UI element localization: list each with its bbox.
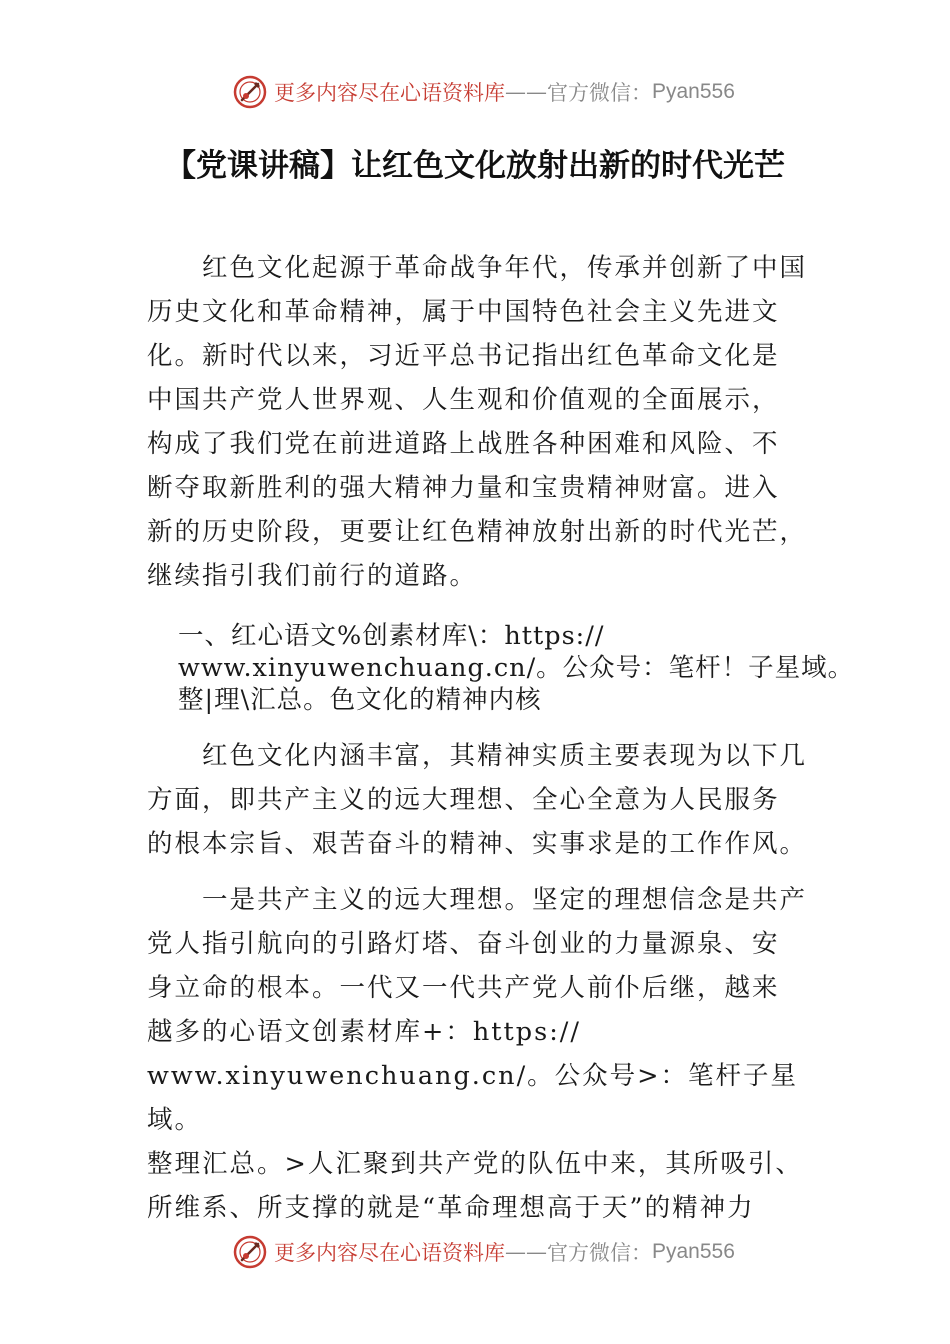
page-title: 【党课讲稿】让红色文化放射出新的时代光芒 xyxy=(165,148,785,184)
banner-wechat-label: 官方微信： xyxy=(547,81,652,105)
banner-dash: —— xyxy=(505,80,547,104)
banner-wechat-id: Pyan556 xyxy=(652,1240,735,1263)
header-banner xyxy=(0,72,950,112)
paragraph-intro: 红色文化起源于革命战争年代，传承并创新了中国 历史文化和革命精神，属于中国特色社会主义先进文 化。新时代以来，习近平总书记指出红色革命文化是 中国共产党人世界观、人生观和价值观的全面展示， 构成了我们党在前进道路上战胜各种困难和风险、不 断夺取新胜利的强大精神力量和宝贵精神财富。进入 新的历史阶段，更要让红色精神放射出新的时代光芒， 继续指引我们前行的道路。 xyxy=(147,253,808,591)
banner-wechat-id: Pyan556 xyxy=(652,80,735,103)
banner-wechat-label: 官方微信： xyxy=(547,1241,652,1265)
logo-icon xyxy=(232,74,268,110)
section-heading: 一、红心语文%创素材库\：https:// www.xinyuwenchuang.cn/。公众号：笔杆！子星域。 整|理\汇总。色文化的精神内核 xyxy=(178,621,855,715)
banner-text: 更多内容尽在心语资料库 xyxy=(274,81,505,105)
banner-dash: —— xyxy=(505,1240,547,1264)
paragraph-ideal: 一是共产主义的远大理想。坚定的理想信念是共产 党人指引航向的引路灯塔、奋斗创业的力量源泉、安 身立命的根本。一代又一代共产党人前仆后继，越来 越多的心语文创素材库+：https:// www.xinyuwenchuang.cn/。公众号>：笔杆子星域。 整理汇总。>人汇聚到共产党的队伍中来，其所吸引、 所维系、所支撑的就是“革命理想高于天”的精神力 xyxy=(147,885,808,1223)
banner-text: 更多内容尽在心语资料库 xyxy=(274,1241,505,1265)
footer-banner xyxy=(0,1232,950,1272)
logo-icon xyxy=(232,1234,268,1270)
paragraph-content: 红色文化内涵丰富，其精神实质主要表现为以下几 方面，即共产主义的远大理想、全心全意为人民服务 的根本宗旨、艰苦奋斗的精神、实事求是的工作作风。 xyxy=(147,741,808,859)
